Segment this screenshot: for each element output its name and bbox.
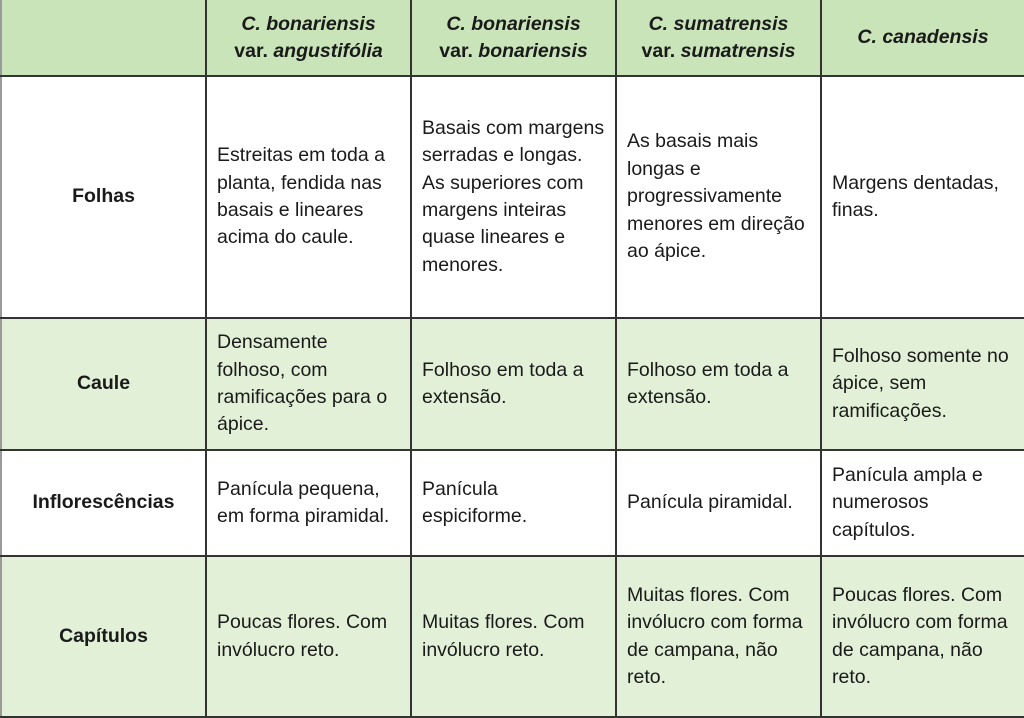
- row-label: Caule: [1, 318, 206, 450]
- var-prefix: var.: [234, 39, 268, 62]
- corner-cell: [1, 0, 206, 76]
- column-header-bonariensis-bonariensis: [411, 0, 616, 76]
- table-row-capitulos: [1, 556, 1024, 717]
- table-cell: Panícula ampla e numerosos capítulos.: [821, 450, 1024, 556]
- table-row-caule: [1, 318, 1024, 450]
- table-row-inflorescencias: [1, 450, 1024, 556]
- table-cell: Densamente folhoso, com ramificações para o ápice.: [206, 318, 411, 450]
- row-label: Folhas: [1, 76, 206, 318]
- species-name: C. bonariensis: [241, 12, 376, 35]
- var-prefix: var.: [641, 39, 676, 62]
- table-cell: Poucas flores. Com invólucro com forma de campana, não reto.: [821, 556, 1024, 717]
- table-cell: Folhoso somente no ápice, sem ramificações.: [821, 318, 1024, 450]
- table-cell: Estreitas em toda a planta, fendida nas basais e lineares acima do caule.: [206, 76, 411, 318]
- table-cell: Panícula piramidal.: [616, 450, 821, 556]
- table-cell: Panícula espiciforme.: [411, 450, 616, 556]
- species-name: C. bonariensis: [446, 12, 581, 35]
- species-name: C. canadensis: [857, 26, 989, 48]
- var-name: bonariensis: [478, 39, 588, 62]
- row-label: Capítulos: [1, 556, 206, 717]
- var-name: sumatrensis: [680, 39, 796, 62]
- species-name: C. sumatrensis: [648, 12, 789, 35]
- header-row: [1, 0, 1024, 76]
- column-header-bonariensis-angustifolia: [206, 0, 411, 76]
- table-cell: Folhoso em toda a extensão.: [411, 318, 616, 450]
- column-header-sumatrensis-sumatrensis: [616, 0, 821, 76]
- table-cell: Muitas flores. Com invólucro reto.: [411, 556, 616, 717]
- table-cell: Panícula pequena, em forma piramidal.: [206, 450, 411, 556]
- table-cell: Poucas flores. Com invólucro reto.: [206, 556, 411, 717]
- var-name: angustifólia: [273, 39, 383, 62]
- table-cell: Folhoso em toda a extensão.: [616, 318, 821, 450]
- row-label: Inflorescências: [1, 450, 206, 556]
- column-header-canadensis: [821, 0, 1024, 76]
- table-cell: As basais mais longas e progressivamente menores em direção ao ápice.: [616, 76, 821, 318]
- table-row-folhas: [1, 76, 1024, 318]
- var-prefix: var.: [439, 39, 473, 62]
- table-cell: Margens dentadas, finas.: [821, 76, 1024, 318]
- table-cell: Muitas flores. Com invólucro com forma de campana, não reto.: [616, 556, 821, 717]
- table-cell: Basais com margens serradas e longas. As superiores com margens inteiras quase lineares e menores.: [411, 76, 616, 318]
